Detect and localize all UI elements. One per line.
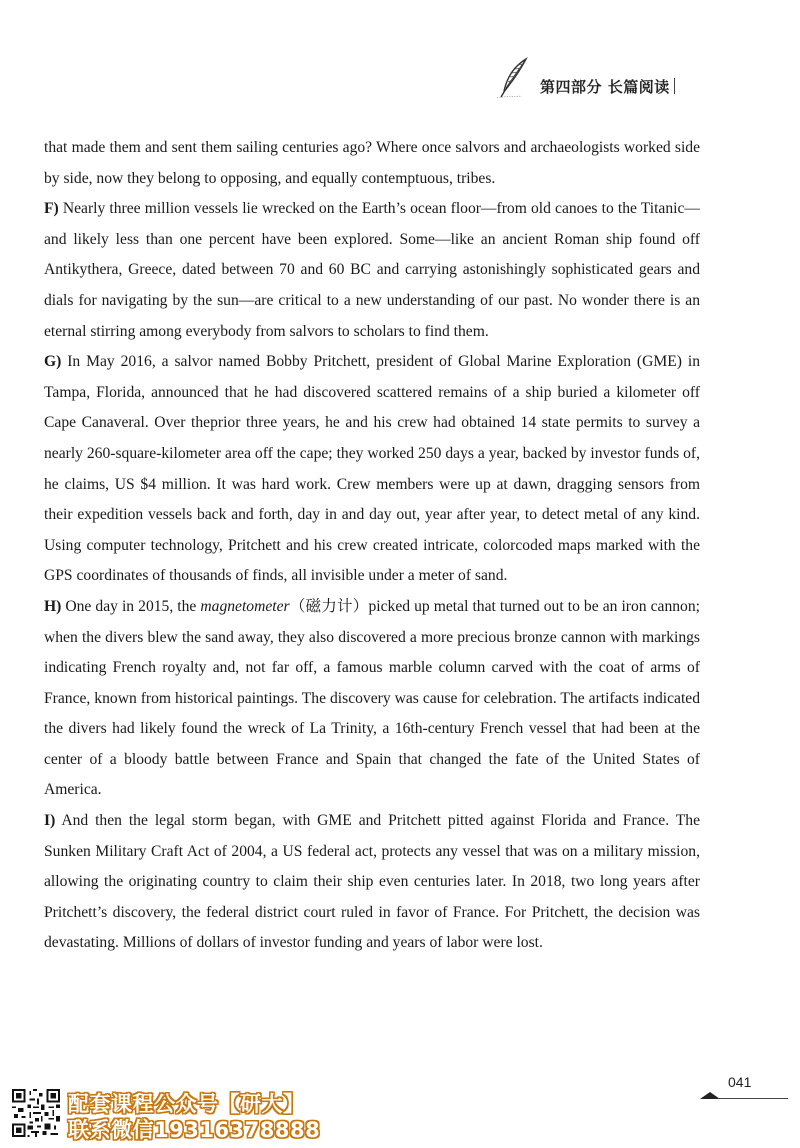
page-marker-triangle bbox=[700, 1092, 720, 1099]
watermark-line-1: 配套课程公众号【研大】 bbox=[68, 1092, 305, 1116]
paragraph-text: that made them and sent them sailing centuries ago? Where once salvors and archaeologists worked side by side, now they belong to opposing, and equally contemptuous, tribes. bbox=[44, 139, 700, 187]
qr-code-icon bbox=[12, 1088, 60, 1138]
paragraph-label: F) bbox=[44, 200, 59, 218]
paragraph-text-before: One day in 2015, the bbox=[61, 597, 201, 615]
header-divider bbox=[674, 78, 675, 94]
page-marker-line bbox=[718, 1098, 788, 1099]
paragraph-label: G) bbox=[44, 353, 62, 371]
quill-feather-icon bbox=[492, 56, 536, 100]
chinese-gloss: （磁力计） bbox=[289, 597, 369, 615]
paragraph-f bbox=[44, 194, 700, 347]
watermark-line-2: 联系微信19316378888 bbox=[68, 1118, 321, 1142]
paragraph-label: I) bbox=[44, 812, 56, 830]
italic-term: magnetometer bbox=[200, 597, 290, 615]
page-number: 041 bbox=[728, 1074, 752, 1090]
paragraph-text: In May 2016, a salvor named Bobby Pritchett, president of Global Marine Exploration (GME) in Tampa, Florida, announced that he had discovered scattered remains of a ship buried a kilometer off Cape Canaveral. Over theprior three years, he and his crew had obtained 14 state permits to survey a nearly 260-square-kilometer area off the cape; they worked 250 days a year, backed by investor funds of, he claims, US $4 million. It was hard work. Crew members were up at dawn, dragging sensors from their expedition vessels back and forth, day in and day out, year after year, to detect metal of any kind. Using computer technology, Pritchett and his crew created intricate, colorcoded maps marked with the GPS coordinates of thousands of finds, all invisible under a meter of sand. bbox=[44, 353, 700, 585]
paragraph-g bbox=[44, 347, 700, 592]
paragraph-i bbox=[44, 806, 700, 959]
watermark bbox=[12, 1088, 321, 1142]
page-header bbox=[492, 56, 702, 100]
paragraph-text-after: picked up metal that turned out to be an iron cannon; when the divers blew the sand away, they also discovered a more precious bronze cannon with markings indicating French royalty and, not far off, a famous marble column carved with the coat of arms of France, known from historical paintings. The discovery was cause for celebration. The artifacts indicated the divers had likely found the wreck of La Trinity, a 16th-century French vessel that had been at the center of a bloody battle between France and Spain that changed the fate of the United States of America. bbox=[44, 597, 700, 799]
article-body bbox=[44, 133, 700, 959]
paragraph-text: And then the legal storm began, with GME and Pritchett pitted against Florida and France. The Sunken Military Craft Act of 2004, a US federal act, protects any vessel that was on a military mission, allowing the originating country to claim their ship even centuries later. In 2018, two long years after Pritchett’s discovery, the federal district court ruled in favor of France. For Pritchett, the decision was devastating. Millions of dollars of investor funding and years of labor were lost. bbox=[44, 812, 700, 952]
section-title bbox=[540, 76, 675, 97]
paragraph-label: H) bbox=[44, 597, 62, 615]
section-title-text: 第四部分 长篇阅读 bbox=[540, 78, 670, 96]
paragraph-text: Nearly three million vessels lie wrecked on the Earth’s ocean floor—from old canoes to the Titanic—and likely less than one percent have been explored. Some—like an ancient Roman ship found off Antikythera, Greece, dated between 70 and 60 BC and carrying astonishingly sophisticated gears and dials for navigating by the sun—are critical to a new understanding of our past. No wonder there is an eternal stirring among everybody from salvors to scholars to find them. bbox=[44, 200, 700, 340]
page-number-block bbox=[700, 1074, 780, 1102]
paragraph-h bbox=[44, 592, 700, 806]
paragraph-continuation bbox=[44, 133, 700, 194]
